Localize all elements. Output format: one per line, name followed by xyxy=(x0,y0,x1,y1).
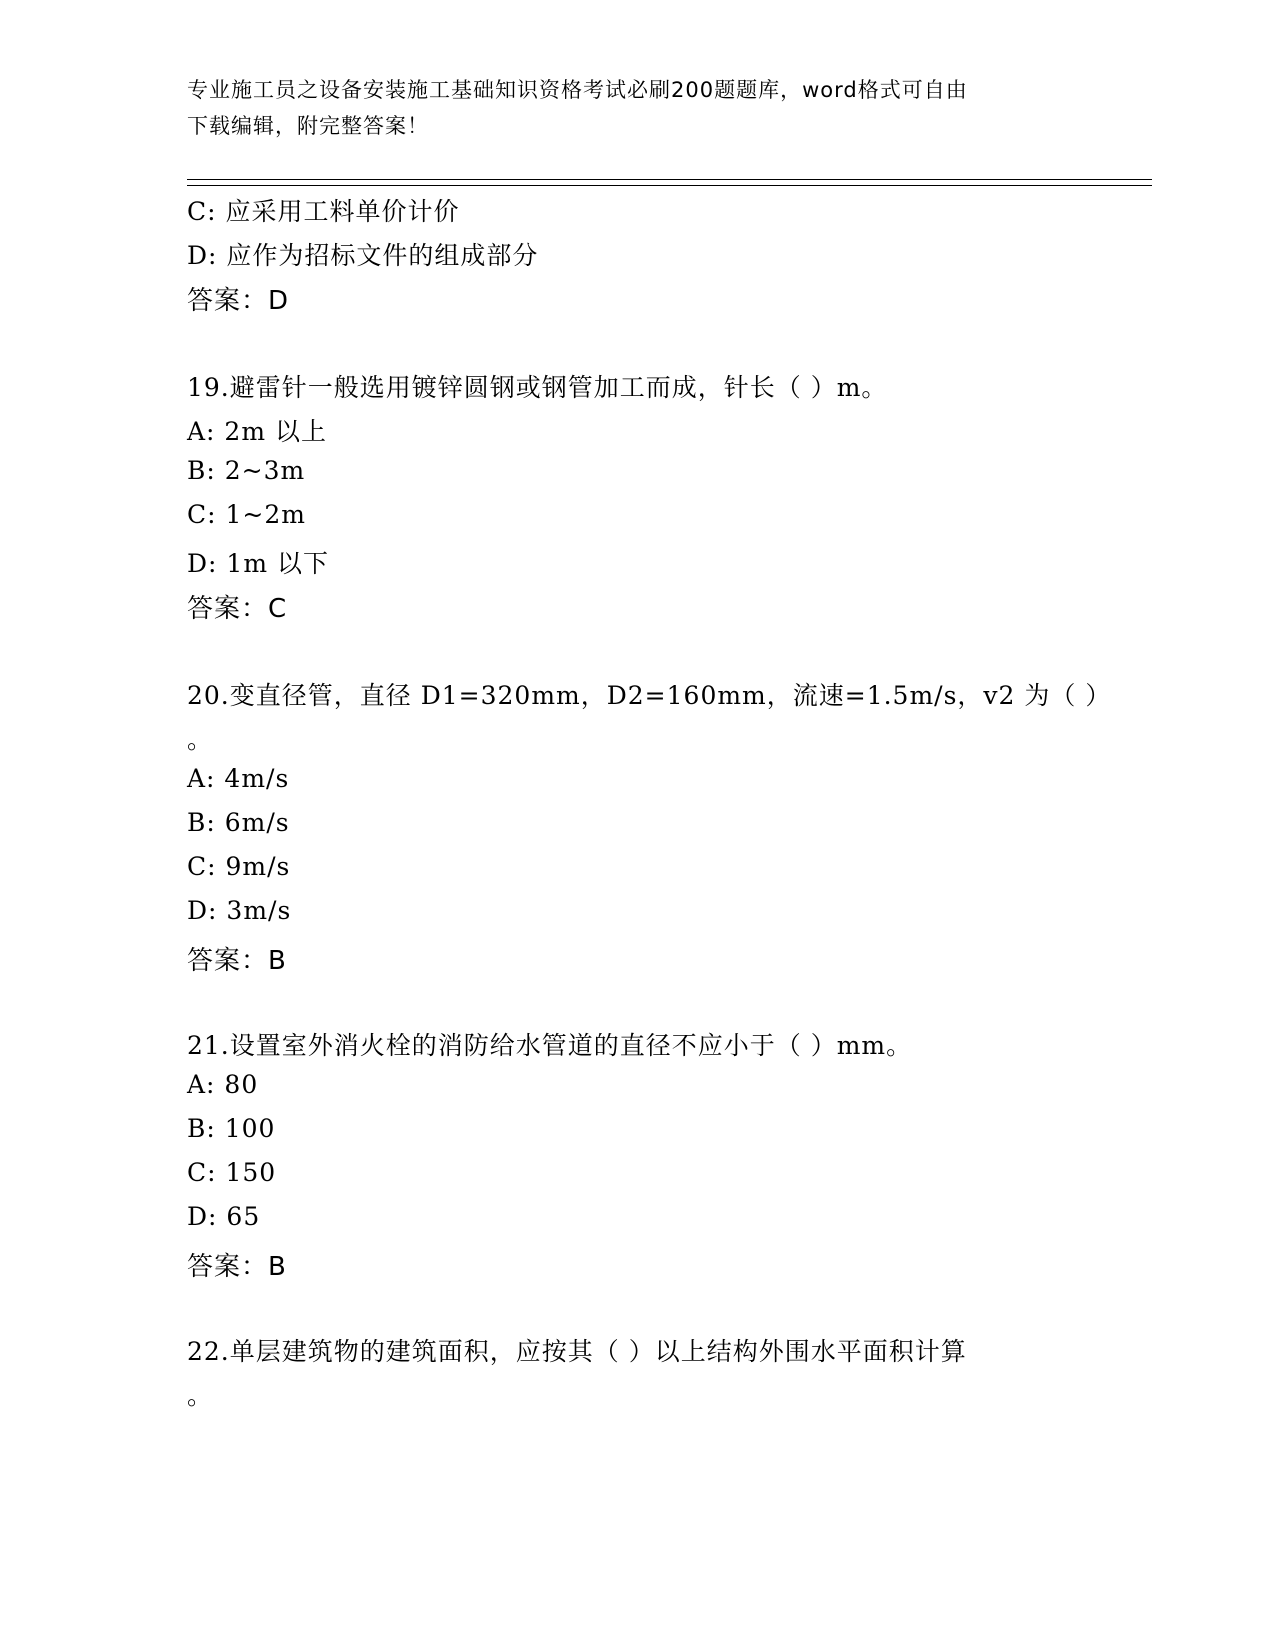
document-header xyxy=(187,72,1087,144)
q19-option-c: C: 1~2m xyxy=(187,500,306,529)
header-divider-top xyxy=(187,179,1152,180)
q19-option-b: B: 2~3m xyxy=(187,456,306,485)
q19-answer: 答案：C xyxy=(187,594,288,624)
q19-option-a: A: 2m 以上 xyxy=(187,417,327,446)
q20-answer: 答案：B xyxy=(187,946,287,976)
prev-option-d: D: 应作为招标文件的组成部分 xyxy=(187,241,539,270)
header-divider-bottom xyxy=(187,185,1152,186)
q20-option-a: A: 4m/s xyxy=(187,764,290,793)
q19-option-d: D: 1m 以下 xyxy=(187,549,329,578)
q21-option-c: C: 150 xyxy=(187,1158,277,1187)
q22-text-continued: 。 xyxy=(187,1381,214,1410)
q21-option-a: A: 80 xyxy=(187,1070,259,1099)
q21-text: 21.设置室外消火栓的消防给水管道的直径不应小于（ ）mm。 xyxy=(187,1031,913,1060)
q20-text-continued: 。 xyxy=(187,725,214,754)
q19-text: 19.避雷针一般选用镀锌圆钢或钢管加工而成，针长（ ）m。 xyxy=(187,373,888,402)
prev-answer: 答案：D xyxy=(187,286,290,316)
prev-option-c: C: 应采用工料单价计价 xyxy=(187,197,460,226)
q21-option-b: B: 100 xyxy=(187,1114,276,1143)
q20-text: 20.变直径管，直径 D1=320mm，D2=160mm，流速=1.5m/s，v2 为（ ） xyxy=(187,681,1112,710)
q20-option-b: B: 6m/s xyxy=(187,808,290,837)
q20-option-d: D: 3m/s xyxy=(187,896,292,925)
q22-text: 22.单层建筑物的建筑面积，应按其（ ）以上结构外围水平面积计算 xyxy=(187,1337,967,1366)
q21-answer: 答案：B xyxy=(187,1252,287,1282)
header-line-1: 专业施工员之设备安装施工基础知识资格考试必刷200题题库，word格式可自由 xyxy=(187,78,968,102)
header-line-2: 下载编辑，附完整答案！ xyxy=(187,114,429,138)
q20-option-c: C: 9m/s xyxy=(187,852,291,881)
q21-option-d: D: 65 xyxy=(187,1202,261,1231)
